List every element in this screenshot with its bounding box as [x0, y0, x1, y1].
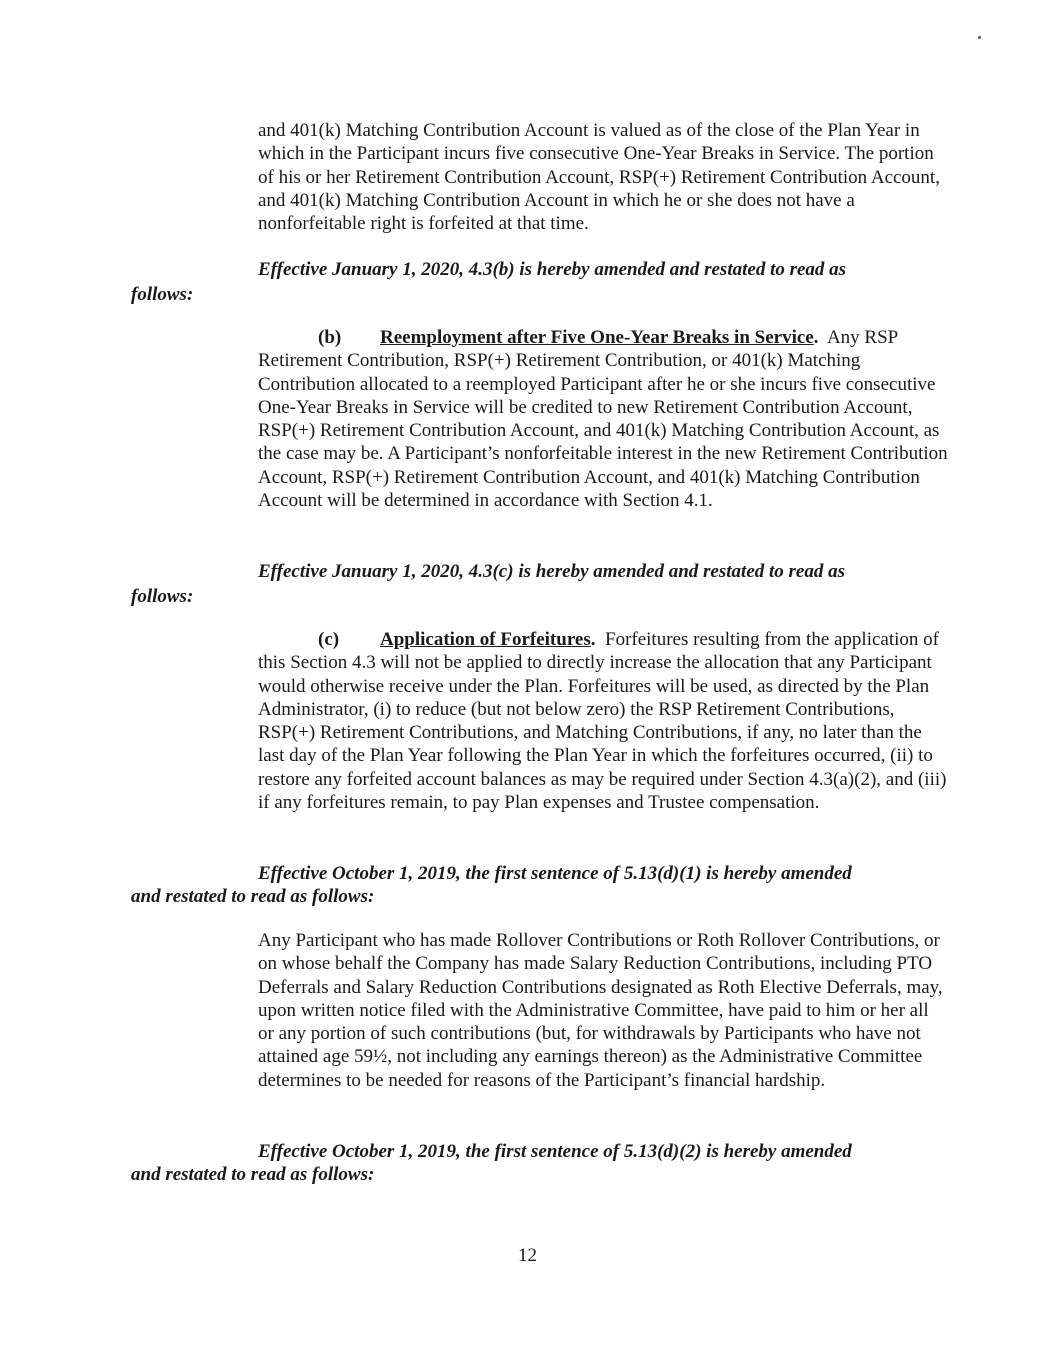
- section-b-label: (b): [318, 327, 342, 348]
- amendment-2-lead: Effective January 1, 2020, 4.3(c) is hereby amended and restated to read as: [258, 561, 845, 582]
- section-b-text: Any RSP Retirement Contribution, RSP(+) Retirement Contribution, or 401(k) Matching Contribution allocated to a reemployed Participant after he or she incurs five consecutive One-Year Breaks in Service will be credited to new Retirement Contribution Account, RSP(+) Retirement Contribution Account, and 401(k) Matching Contribution Account, as the case may be. A Participant’s nonforfeitable interest in the new Retirement Contribution Account, RSP(+) Retirement Contribution Account, and 401(k) Matching Contribution Account will be determined in accordance with Section 4.1.: [258, 327, 948, 512]
- scan-speck: [978, 36, 981, 39]
- amendment-1-continuation: follows:: [131, 284, 194, 305]
- amendment-3-continuation: and restated to read as follows:: [131, 886, 375, 907]
- section-d1: Any Participant who has made Rollover Contributions or Roth Rollover Contributions, or on whose behalf the Company has made Salary Reduction Contributions, including PTO Deferrals and Salary Reduction Contributions designated as Roth Elective Deferrals, may, upon written notice filed with the Administrative Committee, have paid to him or her all or any portion of such contributions (but, for withdrawals by Participants who have not attained age 59½, not including any earnings thereon) as the Administrative Committee determines to be needed for reasons of the Participant’s financial hardship.: [258, 930, 943, 1091]
- section-c-label: (c): [318, 629, 340, 650]
- section-c-title: Application of Forfeitures: [380, 629, 591, 650]
- section-c-title-period: .: [590, 629, 596, 650]
- section-b-title-period: .: [813, 327, 819, 348]
- amendment-3-lead: Effective October 1, 2019, the first sentence of 5.13(d)(1) is hereby amended: [258, 863, 852, 884]
- section-c-text: Forfeitures resulting from the application of this Section 4.3 will not be applied to directly increase the allocation that any Participant would otherwise receive under the Plan. Forfeitures will be used, as directed by the Plan Administrator, (i) to reduce (but not below zero) the RSP Retirement Contributions, RSP(+) Retirement Contributions, and Matching Contributions, if any, no later than the last day of the Plan Year following the Plan Year in which the forfeitures occurred, (ii) to restore any forfeited account balances as may be required under Section 4.3(a)(2), and (iii) if any forfeitures remain, to pay Plan expenses and Trustee compensation.: [258, 629, 947, 814]
- section-b: [258, 326, 948, 512]
- amendment-4-lead: Effective October 1, 2019, the first sentence of 5.13(d)(2) is hereby amended: [258, 1141, 852, 1162]
- amendment-2-continuation: follows:: [131, 586, 194, 607]
- prior-paragraph: and 401(k) Matching Contribution Account is valued as of the close of the Plan Year in which in the Participant incurs five consecutive One-Year Breaks in Service. The portion of his or her Retirement Contribution Account, RSP(+) Retirement Contribution Account, and 401(k) Matching Contribution Account in which he or she does not have a nonforfeitable right is forfeited at that time.: [258, 120, 940, 235]
- page-number: 12: [518, 1245, 537, 1266]
- amendment-4-continuation: and restated to read as follows:: [131, 1164, 375, 1185]
- section-b-title: Reemployment after Five One-Year Breaks in Service: [380, 327, 814, 348]
- section-c: [258, 628, 948, 814]
- amendment-1-lead: Effective January 1, 2020, 4.3(b) is hereby amended and restated to read as: [258, 259, 847, 280]
